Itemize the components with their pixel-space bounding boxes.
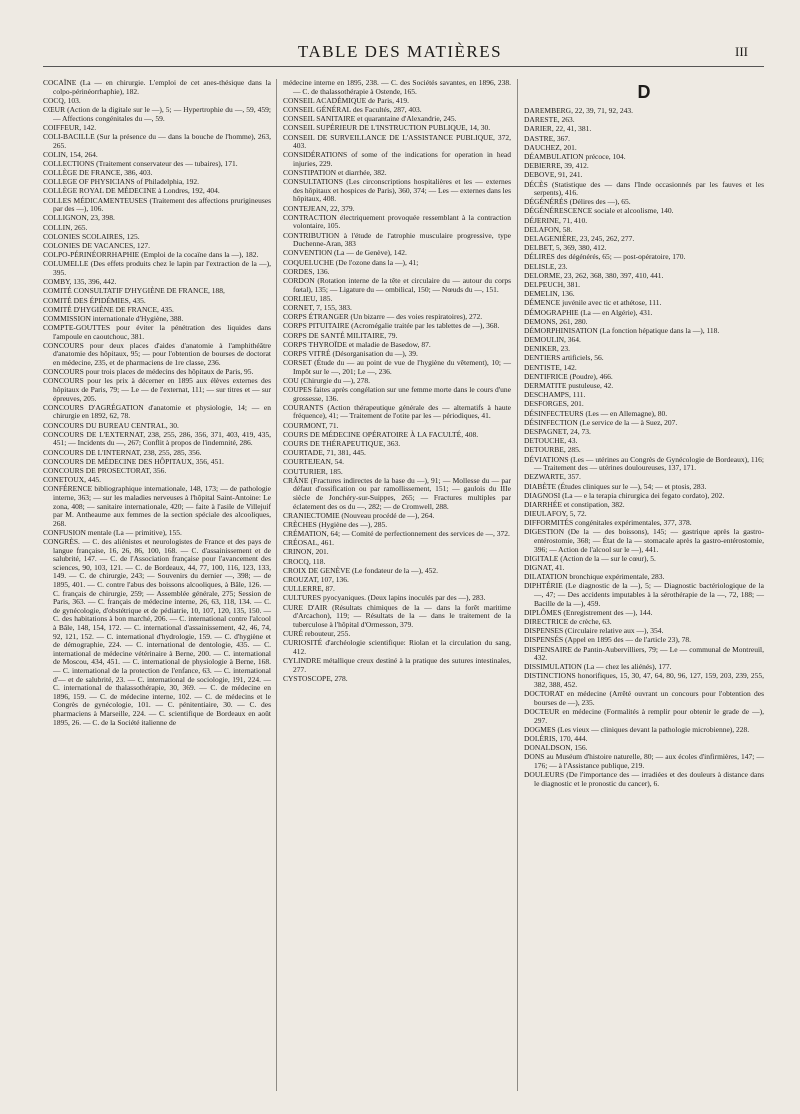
index-entry: CONTRIBUTION à l'étude de l'atrophie musculaire progressive, type Duchenne-Aran, 383 <box>283 230 511 249</box>
index-entry: DESPAGNET, 24, 73. <box>524 426 591 436</box>
page-number: III <box>735 44 748 59</box>
index-entry: DIEULAFOY, 5, 72. <box>524 509 587 519</box>
index-entry: DEMOULIN, 364. <box>524 335 581 345</box>
index-entry: DEBIERRE, 39, 412. <box>524 161 589 171</box>
index-entry: CONSEIL GÉNÉRAL des Facultés, 287, 403. <box>283 104 422 114</box>
index-entry: DOLÉRIS, 170, 444. <box>524 734 588 743</box>
index-entry: CONFÉRENCE bibliographique internationale, 148, 173; — de pathologie interne, 363; — sur les maladies nerveuses à l'hôpital Saint-Antoine: Le zona, 408; — sanitaire internationale, 420; — faite à l'asile de Villejuif par M. Antheaume aux femmes de la section spéciale des alcooliques, 268. <box>43 484 271 528</box>
index-entry: CORDON (Rotation interne de la tête et circulaire du — autour du corps fœtal), 135; — Ligature du — ombilical, 150; — Nœuds du —, 151. <box>283 275 511 294</box>
index-entry: DÉSINFECTION (Le service de la — à Suez, 207. <box>524 417 678 427</box>
index-entry: DELAFON, 58. <box>524 224 573 234</box>
index-entry: DELAGENIÈRE, 23, 245, 262, 277. <box>524 234 635 244</box>
index-column-3 <box>524 107 764 789</box>
index-entry: COLIN, 154, 264. <box>43 149 98 159</box>
index-entry: COURANTS (Action thérapeutique générale des — alternatifs à haute fréquence), 41; — Traitement de l'otite par les — périodiques, 41. <box>283 402 511 421</box>
index-entry: COCQ, 103. <box>43 95 81 105</box>
index-entry: DOULEURS (De l'importance des — irradiées et des douleurs à distance dans le diagnostic et le pronostic du cancer), 6. <box>524 770 764 788</box>
index-entry: DIABÈTE (Études cliniques sur le —), 54; — et ptosis, 283. <box>524 481 707 491</box>
index-entry: COLONIES SCOLAIRES, 125. <box>43 231 140 241</box>
index-entry: DOCTEUR en médecine (Formalités à remplir pour obtenir le grade de —), 297. <box>524 707 764 725</box>
index-entry: CONCOURS DU BUREAU CENTRAL, 30. <box>43 420 179 430</box>
index-entry: COLLES MÉDICAMENTEUSES (Traitement des affections prurigineuses par des —), 106. <box>43 195 271 214</box>
index-entry: COMITÉ DES ÉPIDÉMIES, 435. <box>43 295 146 305</box>
index-entry: COLPO-PÉRINÉORRHAPHIE (Emploi de la cocaïne dans la —), 182. <box>43 250 259 260</box>
index-entry: DOCTORAT en médecine (Arrêté ouvrant un concours pour l'obtention des bourses de —), 235. <box>524 689 764 707</box>
index-entry: DISPENSAIRE de Pantin-Aubervilliers, 79; — Le — communal de Montreuil, 432. <box>524 644 764 663</box>
index-entry: DÉJERINE, 71, 410. <box>524 215 588 225</box>
index-entry: DISPENSES (Circulaire relative aux —), 354. <box>524 626 664 636</box>
index-entry: COLI-BACILLE (Sur la présence du — dans la bouche de l'homme), 263, 265. <box>43 131 271 150</box>
index-entry: DÉMORPHINISATION (La fonction hépatique dans la —), 118. <box>524 325 720 335</box>
index-entry: COLLIN, 265. <box>43 222 88 232</box>
index-entry: COCAÏNE (La — en chirurgie. L'emploi de cet anes-thésique dans la colpo-périnéorrhaphie), 182. <box>43 78 271 96</box>
index-entry: DENTIERS artificiels, 56. <box>524 353 604 363</box>
index-entry: CONCOURS D'AGRÉGATION d'anatomie et physiologie, 14; — en chirurgie en 1892, 62, 78. <box>43 402 271 421</box>
index-entry: CONETOUX, 445. <box>43 475 101 485</box>
index-entry: DELPEUCH, 381. <box>524 279 581 289</box>
index-entry: CORNET, 7, 155, 383. <box>283 302 352 312</box>
index-entry: CONCOURS pour trois places de médecins des hôpitaux de Paris, 95. <box>43 367 254 377</box>
index-entry: DIFFORMITÉS congénitales expérimentales, 377, 378. <box>524 518 692 528</box>
index-entry: CONCOURS pour les prix à décerner en 1895 aux élèves externes des hôpitaux de Paris, 79; — Le — de l'externat, 111; — sur titres et — sur épreuves, 205. <box>43 376 271 403</box>
index-entry: CRÉMATION, 64; — Comité de perfectionnement des services de —, 372. <box>283 529 510 539</box>
index-entry: COMPTE-GOUTTES pour éviter la pénétration des liquides dans l'ampoule en caoutchouc, 381. <box>43 323 271 341</box>
index-entry: CORPS PITUITAIRE (Acromégalie traitée par les tablettes de —), 368. <box>283 321 500 331</box>
index-entry: DETOURBE, 285. <box>524 445 581 455</box>
index-entry: CRÈCHES (Hygiène des —), 285. <box>283 519 388 529</box>
index-entry: DELBET, 5, 369, 380, 412. <box>524 243 607 253</box>
index-entry: COLLEGE OF PHYSICIANS of Philadelphia, 192. <box>43 177 200 187</box>
index-entry: DISTINCTIONS honorifiques, 15, 30, 47, 64, 80, 96, 127, 159, 203, 239, 255, 382, 388, 452. <box>524 671 764 690</box>
index-entry: COURTADE, 71, 381, 445. <box>283 448 366 458</box>
index-entry: CONCOURS DE MÉDECINE DES HÔPITAUX, 356, 451. <box>43 456 224 466</box>
index-entry: DETOUCHE, 43. <box>524 436 578 446</box>
index-entry: DÉCÈS (Statistique des — dans l'Inde occasionnés par les fauves et les serpents), 416. <box>524 179 764 198</box>
index-entry: médecine interne en 1895, 238. — C. des Sociétés savantes, en 1896, 238. — C. de thalassothérapie à Ostende, 165. <box>283 78 511 96</box>
index-entry: COIFFEUR, 142. <box>43 122 97 132</box>
index-entry: DARESTE, 263. <box>524 115 575 125</box>
index-entry: COMITÉ CONSULTATIF D'HYGIÈNE DE FRANCE, 188, <box>43 286 225 296</box>
index-column-2 <box>283 79 511 684</box>
index-entry: COURS DE THÉRAPEUTIQUE, 363. <box>283 438 401 448</box>
index-entry: DENTISTE, 142. <box>524 362 577 372</box>
index-entry: DIGESTION (De la — des boissons), 145; — gastrique après la gastro-entérostomie, 368; — État de la — stomacale après la gastro-entérostomie, 396; — Action de l'alcool sur le —), 441. <box>524 527 764 554</box>
index-entry: DONALDSON, 156. <box>524 743 588 753</box>
index-entry: COLLECTIONS (Traitement conservateur des — tubaires), 171. <box>43 158 238 168</box>
index-entry: CONVENTION (La — de Genève), 142. <box>283 248 407 258</box>
index-entry: CONSEIL ACADÉMIQUE de Paris, 419. <box>283 95 409 105</box>
index-entry: CROCQ, 118. <box>283 556 326 566</box>
index-entry: CONCOURS DE L'EXTERNAT, 238, 255, 286, 356, 371, 403, 419, 435, 451; — Incidents du —, 267; Conflit à propos de l'indemnité, 286. <box>43 429 271 448</box>
index-entry: CORSET (Étude du — au point de vue de l'hygiène du vêtement), 10; — Impôt sur le —, 201; Le —, 236. <box>283 358 511 376</box>
index-entry: DÉSINFECTEURS (Les — en Allemagne), 80. <box>524 408 668 418</box>
index-entry: DOGMES (Les vieux — cliniques devant la pathologie microbienne), 228. <box>524 724 750 734</box>
index-entry: DELISLE, 23. <box>524 261 568 271</box>
index-entry: DEMONS, 261, 280. <box>524 316 588 326</box>
index-entry: DISSIMULATION (La — chez les aliénés), 177. <box>524 662 672 672</box>
index-entry: CURIOSITÉ d'archéologie scientifique: Riolan et la circulation du sang, 412. <box>283 638 511 656</box>
index-entry: COLONIES DE VACANCES, 127. <box>43 241 151 250</box>
section-letter-heading: D <box>637 82 651 102</box>
index-entry: DESCHAMPS, 111. <box>524 390 586 400</box>
index-entry: CŒUR (Action de la digitale sur le —), 5; — Hypertrophie du —, 59, 459; — Affections congénitales du —, 59. <box>43 104 271 123</box>
index-entry: CORPS THYROÏDE et maladie de Basedow, 87. <box>283 339 431 349</box>
index-entry: DIRECTRICE de crèche, 63. <box>524 616 612 626</box>
index-entry: DASTRE, 367. <box>524 133 571 143</box>
column-divider-right <box>517 79 518 1091</box>
index-entry: COU (Chirurgie du —), 278. <box>283 375 370 385</box>
index-entry: DÉVIATIONS (Les — utérines au Congrès de Gynécologie de Bordeaux), 116; — Traitement des — utérines douloureuses, 137, 171. <box>524 454 764 473</box>
index-entry: CONFUSION mentale (La — primitive), 155. <box>43 527 182 537</box>
index-entry: CONSEIL SUPÉRIEUR DE L'INSTRUCTION PUBLIQUE, 14, 30. <box>283 123 491 133</box>
index-entry: CRÉOSAL, 461. <box>283 538 335 548</box>
index-entry: CORLIEU, 185. <box>283 293 333 303</box>
index-entry: DERMATITE pustuleuse, 42. <box>524 381 614 391</box>
index-entry: DARIER, 22, 41, 381. <box>524 124 592 134</box>
index-entry: DONS au Muséum d'histoire naturelle, 80; — aux écoles d'infirmières, 147; — 176; — à l'Assistance publique, 219. <box>524 752 764 770</box>
index-entry: CRANIECTOMIE (Nouveau procédé de —), 264. <box>283 510 435 520</box>
index-entry: CYSTOSCOPE, 278. <box>283 673 348 683</box>
index-entry: COLLIGNON, 23, 398. <box>43 213 115 223</box>
index-entry: COURTEJEAN, 54. <box>283 457 345 467</box>
index-entry: DIARRHÉE et constipation, 382. <box>524 499 625 509</box>
index-entry: DIAGNOSI (La — e la terapia chirurgica dei fegato cordato), 202. <box>524 490 725 500</box>
index-entry: COQUELUCHE (De l'ozone dans la —), 41; <box>283 257 419 267</box>
index-entry: CULLERRE, 87. <box>283 584 335 594</box>
index-entry: DEBOVE, 91, 241. <box>524 170 583 180</box>
index-entry: DÉGÉNÉRÉS (Délires des —), 65. <box>524 197 631 207</box>
index-entry: DEMELIN, 136. <box>524 289 575 299</box>
index-entry: DEZWARTE, 357. <box>524 472 581 482</box>
index-entry: DIGNAT, 41. <box>524 563 565 572</box>
page-header <box>0 42 800 64</box>
index-entry: CONSULTATIONS (Les circonscriptions hospitalières et les — externes des hôpitaux et hospices de Paris), 360, 374; — Les — externes dans les hôpitaux, 408. <box>283 177 511 204</box>
index-entry: CURE D'AIR (Résultats chimiques de la — dans la forêt maritime d'Arcachon), 119; — Résultats de la — dans le traitement de la tuberculose à l'hôpital d'Ormesson, 379. <box>283 602 511 629</box>
index-entry: DÉAMBULATION précoce, 104. <box>524 151 626 161</box>
index-entry: CONSEIL DE SURVEILLANCE DE L'ASSISTANCE PUBLIQUE, 372, 403. <box>283 132 511 151</box>
index-entry: DISPENSÉS (Appel en 1895 des — de l'article 23), 78. <box>524 635 691 645</box>
index-entry: COMBY, 135, 396, 442. <box>43 277 117 287</box>
column-divider-left <box>276 79 277 1091</box>
index-entry: COMMISSION internationale d'Hygiène, 388. <box>43 313 184 323</box>
index-entry: DÉMOGRAPHIE (La — en Algérie), 431. <box>524 307 653 317</box>
index-entry: CRÂNE (Fractures indirectes de la base du —), 91; — Mollesse du — par défaut d'ossification ou par ramollissement, 151; — gaulois du IIIe siècle de Jonchéry-sur-Suippes, 265; — Fractures multiples par éclatement des os du —, 282; — de Cromwell, 288. <box>283 475 511 511</box>
page-title: TABLE DES MATIÈRES <box>297 42 503 61</box>
index-entry: CORDES, 136. <box>283 266 330 276</box>
header-rule <box>43 66 764 67</box>
index-entry: DIPHTÉRIE (Le diagnostic de la —), 5; — Diagnostic bactériologique de la —, 47; — Des accidents imputables à la sérothérapie de la —, 72, 188; — Bacille de la —), 459. <box>524 581 764 608</box>
index-entry: CONTEJEAN, 22, 379. <box>283 203 355 213</box>
index-entry: CONCOURS DE PROSECTORAT, 356. <box>43 465 167 475</box>
index-entry: DESFORGES, 201. <box>524 399 584 409</box>
index-entry: COMITÉ D'HYGIÈNE DE FRANCE, 435. <box>43 304 174 314</box>
index-entry: DAREMBERG, 22, 39, 71, 92, 243. <box>524 106 633 115</box>
index-entry: CONCOURS DE L'INTERNAT, 238, 255, 285, 356. <box>43 447 202 457</box>
index-entry: CORPS DE SANTÉ MILITAIRE, 79. <box>283 330 398 340</box>
index-entry: CROIX DE GENÈVE (Le fondateur de la —), 452. <box>283 565 438 575</box>
index-entry: CULTURES pyocyaniques. (Deux lapins inoculés par des —), 283. <box>283 593 486 603</box>
index-entry: DIGITALE (Action de la — sur le cœur), 5. <box>524 553 656 563</box>
index-entry: COURS DE MÉDECINE OPÉRATOIRE À LA FACULTÉ, 408. <box>283 429 479 439</box>
index-entry: DILATATION bronchique expérimentale, 283. <box>524 572 665 582</box>
index-entry: DÉGÉNÉRESCENCE sociale et alcoolisme, 140. <box>524 206 674 216</box>
index-entry: CORPS VITRÉ (Désorganisation du —), 39. <box>283 348 418 358</box>
index-entry: COLLÈGE ROYAL DE MÉDECINE à Londres, 192, 404. <box>43 186 220 196</box>
index-entry: DAUCHEZ, 201. <box>524 142 577 152</box>
index-entry: CONSTIPATION et diarrhée, 382. <box>283 168 387 178</box>
index-entry: DENTIFRICE (Poudre), 466. <box>524 371 613 381</box>
index-entry: CONTRACTION électriquement provoquée ressemblant à la contraction volontaire, 105. <box>283 212 511 231</box>
index-entry: DIPLÔMES (Enregistrement des —), 144. <box>524 607 653 617</box>
index-entry: DÉMENCE juvénile avec tic et athétose, 111. <box>524 298 662 308</box>
index-entry: COUTURIER, 185. <box>283 466 343 476</box>
index-entry: CONCOURS pour deux places d'aides d'anatomie à l'amphithéâtre d'anatomie des hôpitaux, 95; — pour l'obtention de bourses de doctorat en médecine, 235, et de pharmaciens de 1re classe, 236. <box>43 340 271 368</box>
index-entry: CORPS ÉTRANGER (Un bizarre — des voies respiratoires), 272. <box>283 312 483 322</box>
index-column-1 <box>43 79 271 728</box>
index-entry: DENIKER, 23. <box>524 344 571 354</box>
index-entry: CROUZAT, 107, 136. <box>283 575 349 584</box>
index-entry: CONGRÈS. — C. des aliénistes et neurologistes de France et des pays de langue française, 16, 26, 86, 100, 168. — C. d'assainissement et de salubrité, 147. — C. de l'Association française pour l'avancement des sciences, 90, 103, 121. — C. de Bordeaux, 44, 77, 100, 116, 123, 133, 149. — C. de chirurgie, 243; — Souvenirs du dernier —, 398; — de 1895, 401. — C. contre l'abus des boissons alcooliques, à Bâle, 126. — C. français de chirurgie, 259; — Assemblée générale, 275; Session de Paris, 363. — C. français de médecine interne, 26, 63, 118, 134. — C. de gynécologie, d'obstétrique et de pédiatrie, 10, 107, 120, 135, 150. — C. des habitations à bon marché, 206. — C. international contre l'alcool à Bâle, 148, 154, 172. — C. international d'assainissement, 42, 46, 74, 92, 121, 152. — C. international d'hydrologie, 159. — C. d'hygiène et de démographie, 224. — C. international de dentologie, 435. — C. international de médecine vétérinaire à Berne, 200. — C. international de Moscou, 434, 451. — C. international de physiologie à Berne, 168. — C. international de la protection de l'enfance, 63. — C. international d'— et de salubrité, 23. — C. international de sociologie, 191, 224. — C. international de thalassothérapie, 30, 369. — C. de médecine en 1896, 159. — C. de médecine interne, 102. — C. de médecins et le Congrès de gynécologie, 101. — C. pénitentiaire, 30. — C. des pharmaciens à Marseille, 224. — C. scientifique de Bordeaux en août 1895, 26. — C. de la Société italienne de <box>43 537 271 727</box>
index-entry: COLLÈGE DE FRANCE, 386, 403. <box>43 168 153 178</box>
index-entry: CONSEIL SANITAIRE et quarantaine d'Alexandrie, 245. <box>283 114 457 124</box>
index-entry: CYLINDRE métallique creux destiné à la pratique des sutures intestinales, 277. <box>283 655 511 674</box>
index-entry: COURMONT, 71. <box>283 420 339 430</box>
index-entry: CRINON, 201. <box>283 547 329 557</box>
index-entry: CONSIDÉRATIONS of some of the indications for operation in head injuries, 229. <box>283 150 511 168</box>
index-entry: DELORME, 23, 262, 368, 380, 397, 410, 441. <box>524 270 664 280</box>
index-entry: COUPES faites après congélation sur une femme morte dans le cours d'une grossesse, 136. <box>283 385 511 403</box>
index-entry: COLUMELLE (Des effets produits chez le lapin par l'extraction de la —), 395. <box>43 259 271 277</box>
index-entry: CURÉ rebouteur, 255. <box>283 628 351 638</box>
index-entry: DÉLIRES des dégénérés, 65; — post-opératoire, 170. <box>524 252 686 262</box>
